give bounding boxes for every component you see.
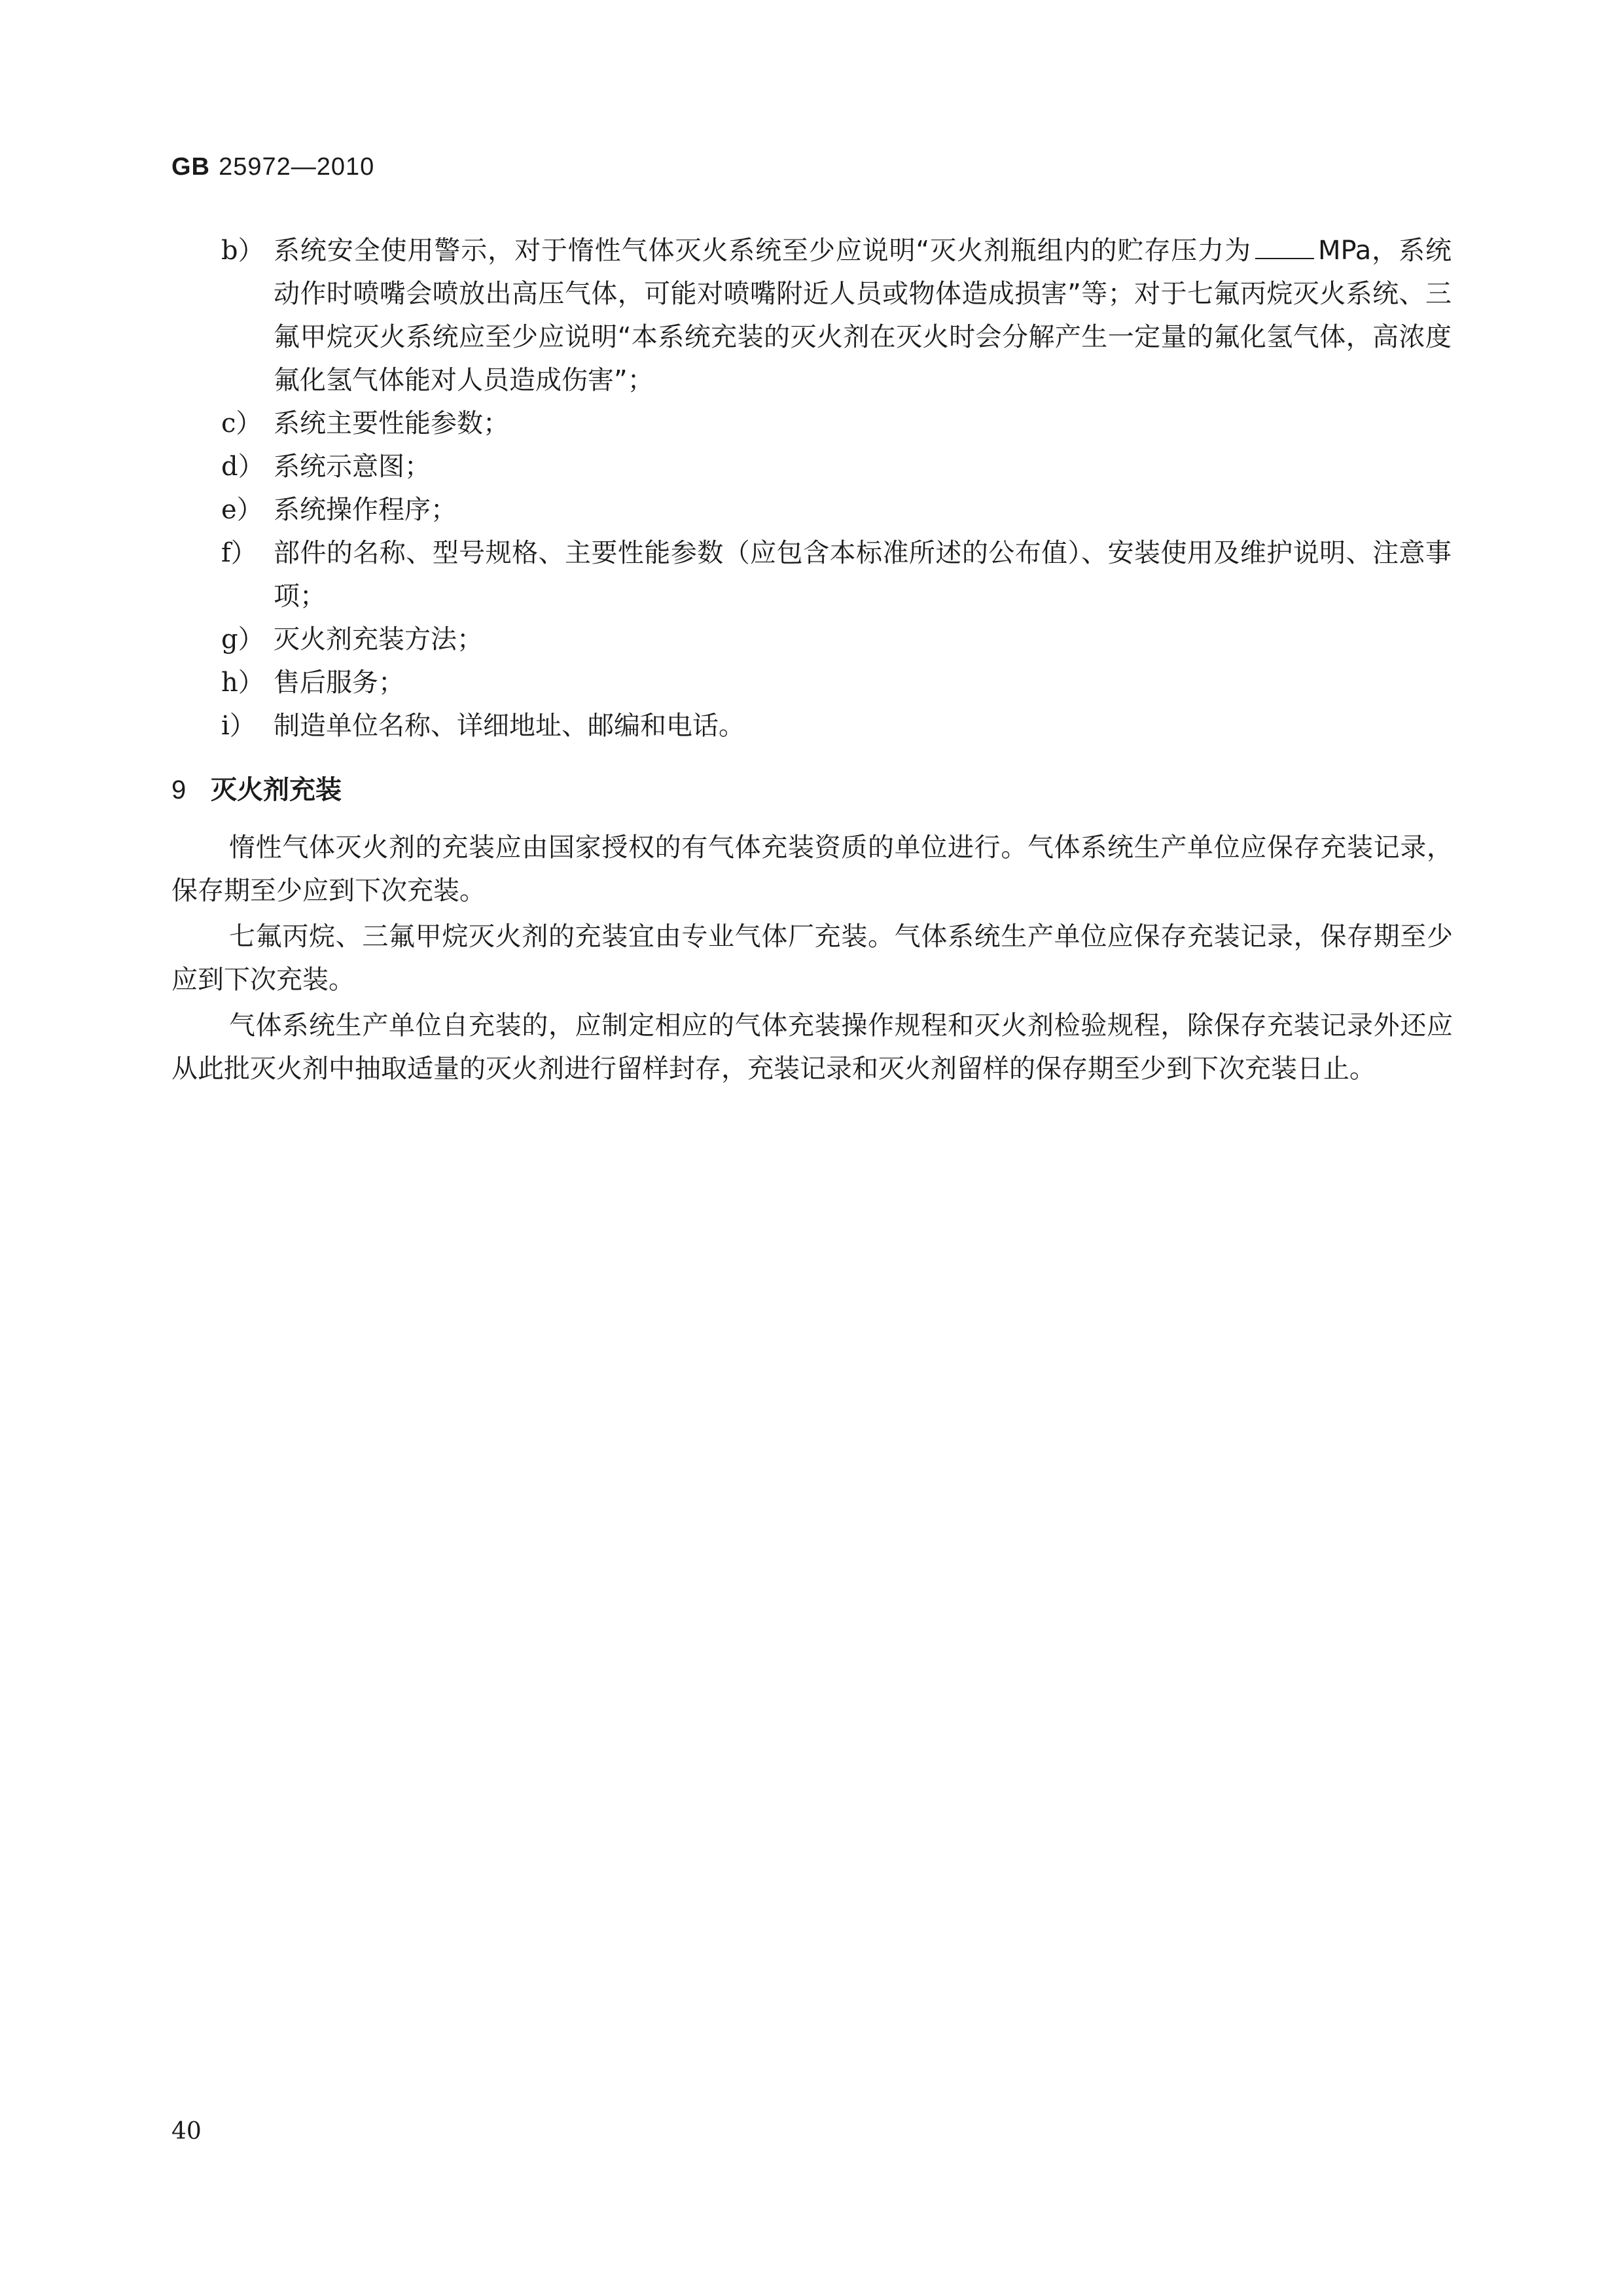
- list-marker: g）: [221, 624, 264, 655]
- list-item-h: [221, 661, 1452, 704]
- list-item-text: 部件的名称、型号规格、主要性能参数（应包含本标准所述的公布值）、安装使用及维护说明、注意事项；: [274, 538, 1452, 611]
- pressure-blank: [1255, 232, 1314, 259]
- requirements-list: [221, 229, 1452, 747]
- list-marker: c）: [221, 408, 262, 439]
- list-item-text: [274, 229, 1452, 402]
- list-item-text-part: MPa，系统动作时喷嘴会喷放出高压气体，可能对喷嘴附近人员或物体造成损害”等；对于七氟丙烷灭火系统、三氟甲烷灭火系统应至少应说明“本系统充装的灭火剂在灭火时会分解产生一定量的氟化氢气体，高浓度氟化氢气体能对人员造成伤害”；: [274, 236, 1452, 395]
- list-item-text: 系统示意图；: [274, 452, 431, 482]
- list-item-f: [221, 531, 1452, 618]
- list-item-e: [221, 488, 1452, 531]
- paragraph: 七氟丙烷、三氟甲烷灭火剂的充装宜由专业气体厂充装。气体系统生产单位应保存充装记录，保存期至少应到下次充装。: [171, 922, 1453, 995]
- document-header: [171, 152, 374, 181]
- section-body: [171, 826, 1453, 1093]
- list-marker: b）: [221, 236, 264, 266]
- paragraph: 气体系统生产单位自充装的，应制定相应的气体充装操作规程和灭火剂检验规程，除保存充装记录外还应从此批灭火剂中抽取适量的灭火剂进行留样封存，充装记录和灭火剂留样的保存期至少到下次充装日止。: [171, 1011, 1453, 1084]
- list-item-i: [221, 704, 1452, 747]
- list-marker: i）: [221, 711, 256, 741]
- page-number: 40: [171, 2118, 202, 2145]
- standard-prefix: GB: [171, 153, 210, 181]
- section-heading: [171, 769, 342, 806]
- section-title: 灭火剂充装: [211, 775, 342, 805]
- list-item-b: [221, 229, 1452, 402]
- list-marker: d）: [221, 452, 264, 482]
- section-number: 9: [171, 776, 187, 804]
- paragraph: 惰性气体灭火剂的充装应由国家授权的有气体充装资质的单位进行。气体系统生产单位应保存充装记录，保存期至少应到下次充装。: [171, 833, 1453, 906]
- list-marker: f）: [221, 538, 257, 568]
- list-item-d: [221, 445, 1452, 488]
- list-item-text: 系统主要性能参数；: [274, 408, 509, 439]
- list-item-text: 制造单位名称、详细地址、邮编和电话。: [274, 711, 745, 741]
- list-item-text-part: 系统安全使用警示，对于惰性气体灭火系统至少应说明“灭火剂瓶组内的贮存压力为: [274, 236, 1251, 266]
- list-item-text: 灭火剂充装方法；: [274, 624, 483, 655]
- list-marker: h）: [221, 668, 264, 698]
- list-item-text: 系统操作程序；: [274, 495, 457, 525]
- standard-number: 25972—2010: [219, 153, 375, 181]
- list-marker: e）: [221, 495, 263, 525]
- list-item-c: [221, 402, 1452, 445]
- list-item-text: 售后服务；: [274, 668, 404, 698]
- list-item-g: [221, 618, 1452, 661]
